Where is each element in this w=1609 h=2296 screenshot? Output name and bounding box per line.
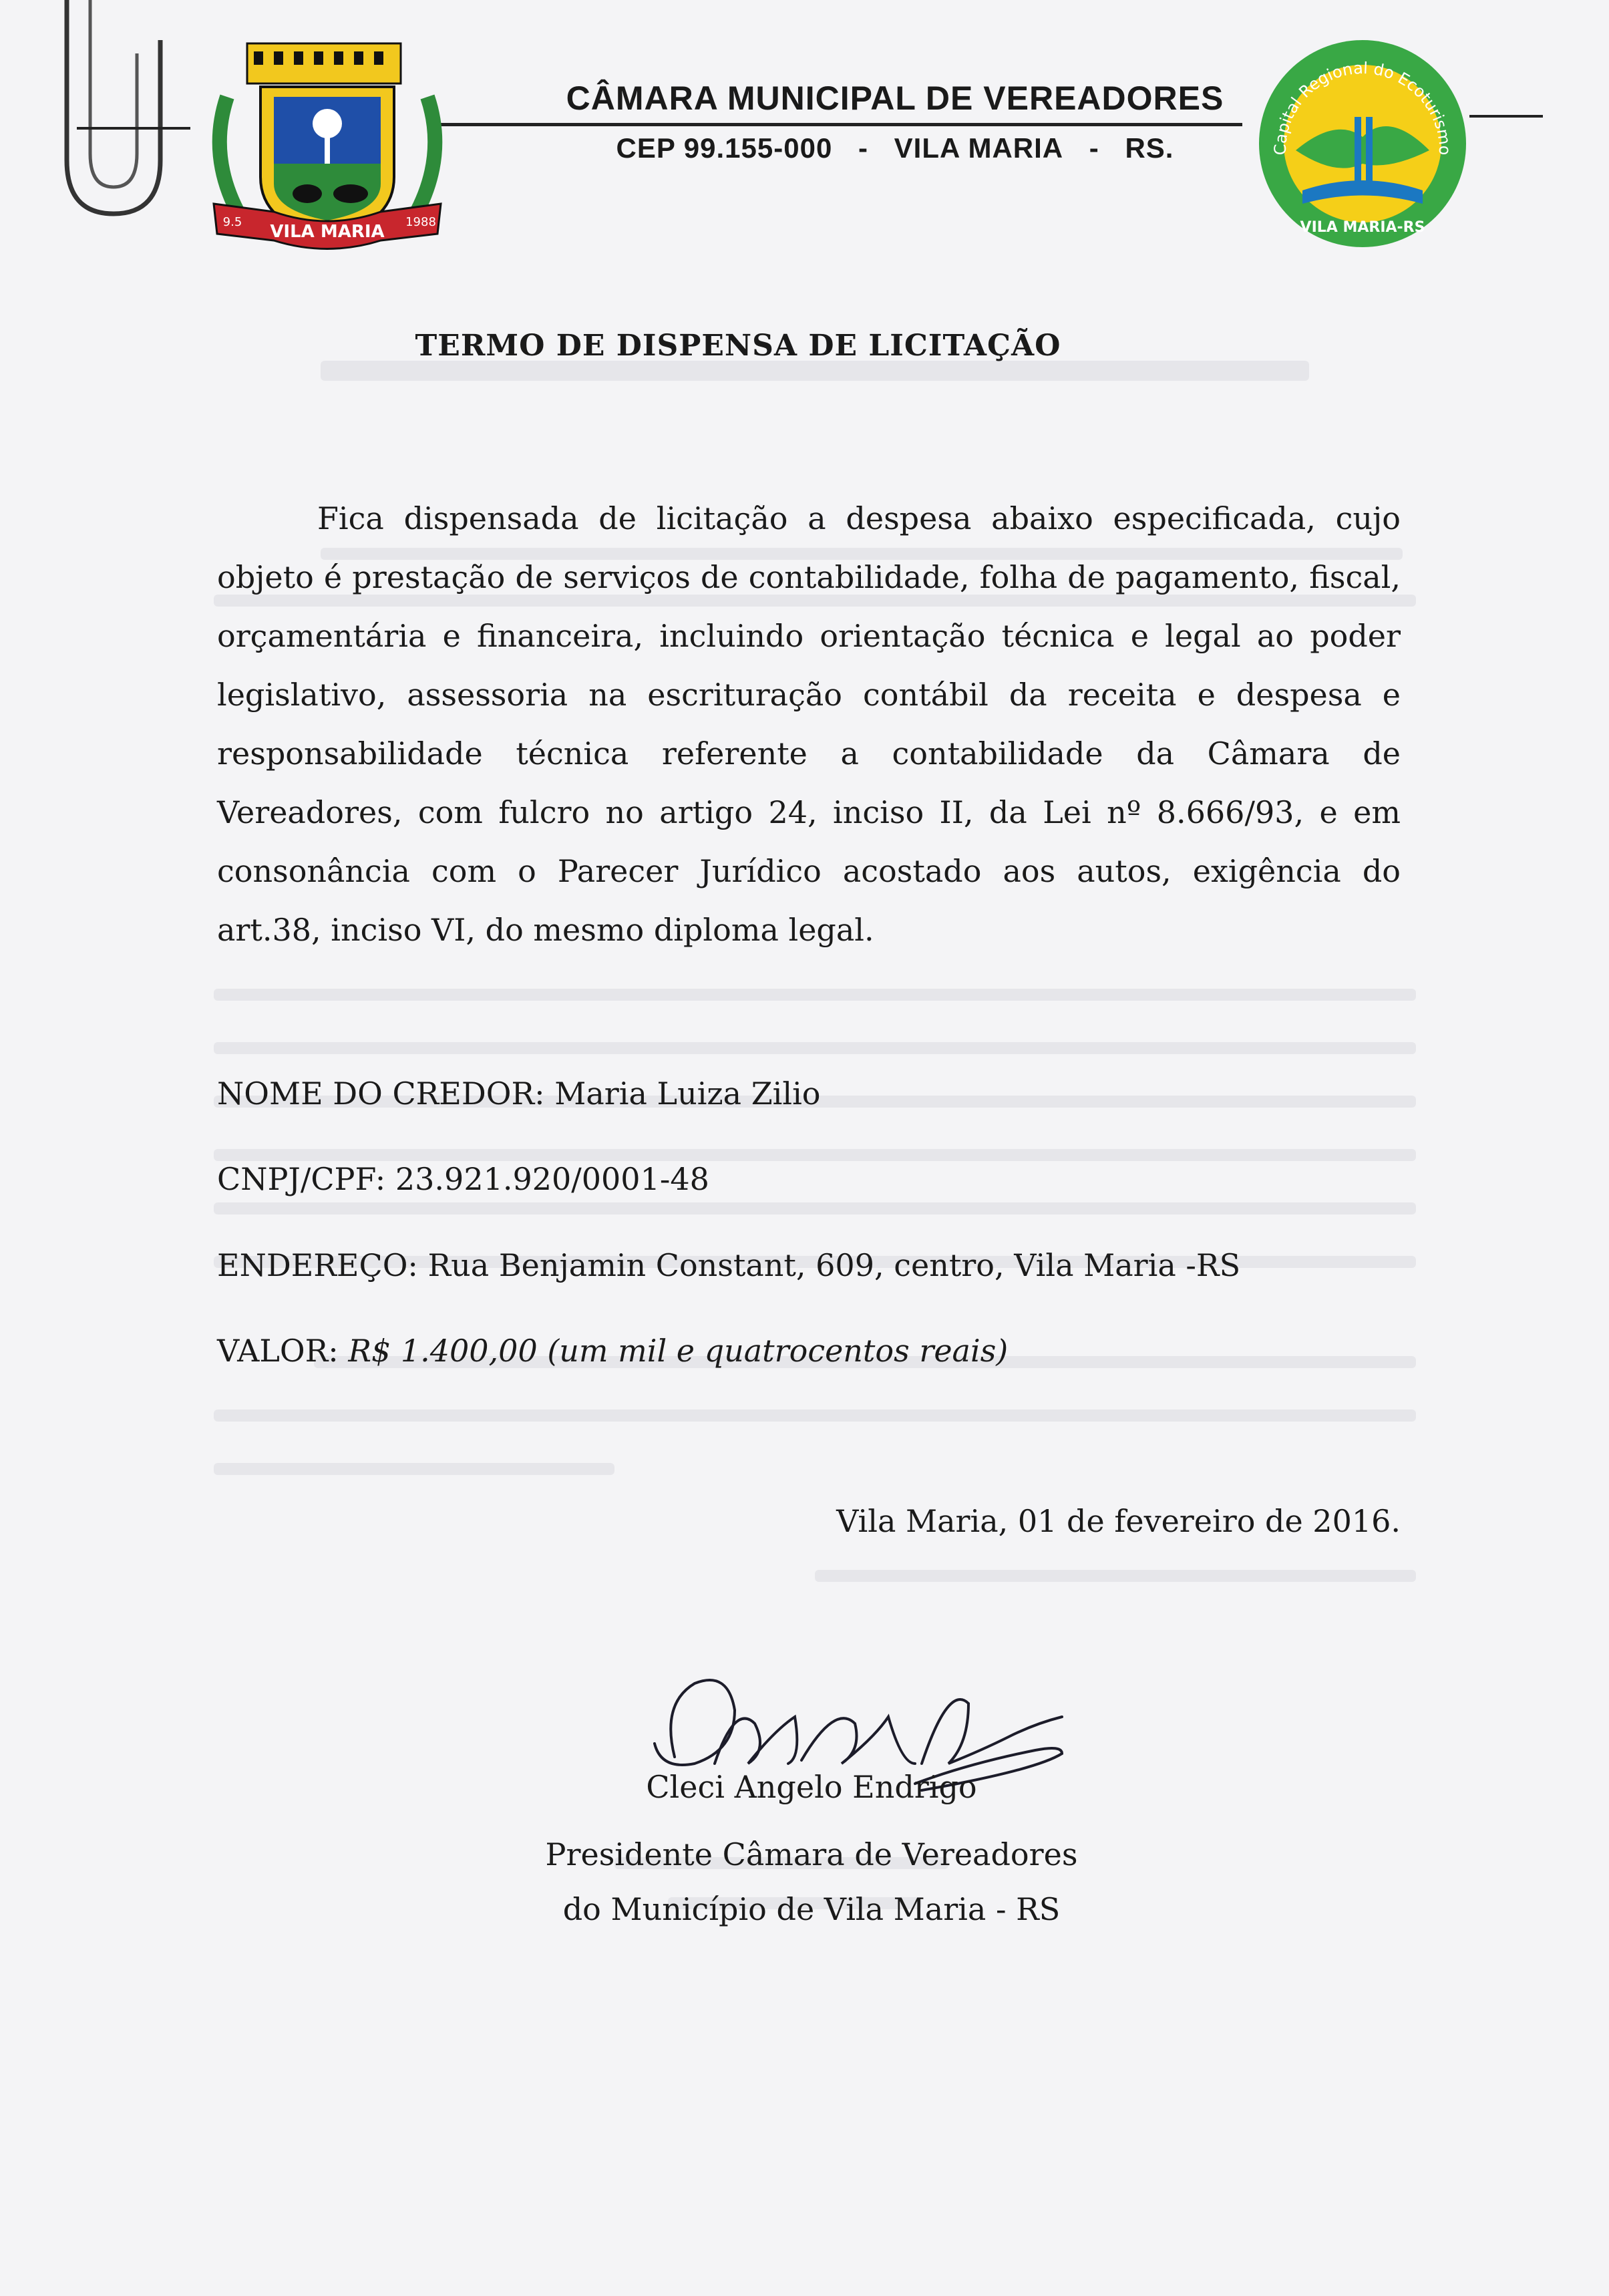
crest-banner-text: VILA MARIA — [270, 222, 385, 242]
eco-bottom-text: VILA MARIA-RS — [1300, 219, 1425, 236]
crest-left-date: 9.5 — [222, 215, 242, 229]
creditor-field — [217, 1076, 820, 1112]
value-amount: R$ 1.400,00 (um mil e quatrocentos reais) — [348, 1333, 1009, 1369]
paper-clip — [40, 0, 174, 220]
cnpj-field — [217, 1161, 709, 1197]
org-state: RS. — [1125, 132, 1174, 164]
address-label: ENDEREÇO: — [217, 1247, 418, 1283]
eco-arc-text: Capital Regional do Ecoturismo — [1270, 58, 1455, 156]
org-separator: - — [858, 132, 868, 164]
crest-right-date: 1988 — [405, 215, 436, 229]
creditor-value: Maria Luiza Zilio — [554, 1076, 821, 1112]
place-date: Vila Maria, 01 de fevereiro de 2016. — [836, 1503, 1401, 1539]
header-rule-right — [1469, 115, 1543, 118]
org-city: VILA MARIA — [894, 132, 1064, 164]
municipal-crest-logo — [200, 37, 454, 257]
value-field — [217, 1333, 1008, 1369]
org-separator-2: - — [1089, 132, 1099, 164]
creditor-label: NOME DO CREDOR: — [217, 1076, 545, 1112]
org-cep: CEP 99.155-000 — [616, 132, 833, 164]
address-value: Rua Benjamin Constant, 609, centro, Vila Maria -RS — [427, 1247, 1241, 1283]
document-title: TERMO DE DISPENSA DE LICITAÇÃO — [415, 329, 1061, 363]
signatory-name: Cleci Angelo Endrigo — [646, 1769, 977, 1805]
signatory-role — [468, 1827, 1155, 1937]
address-field — [217, 1247, 1240, 1283]
cnpj-label: CNPJ/CPF: — [217, 1161, 386, 1197]
value-label: VALOR: — [217, 1333, 339, 1369]
org-name: CÂMARA MUNICIPAL DE VEREADORES — [566, 79, 1224, 117]
signatory-role-line1: Presidente Câmara de Vereadores — [545, 1836, 1078, 1872]
header-rule-left — [77, 127, 190, 130]
header-rule-main — [441, 123, 1242, 126]
cnpj-value: 23.921.920/0001-48 — [395, 1161, 709, 1197]
signatory-role-line2: do Município de Vila Maria - RS — [562, 1891, 1061, 1927]
org-address — [468, 132, 1322, 164]
document-body: Fica dispensada de licitação a despesa abaixo especificada, cujo objeto é prestação de serviços de contabilidade, folha de pagamento, fiscal, orçamentária e financeira, incluindo orientação técnica e legal ao poder legislativo, assessoria na escrituração contábil da receita e despesa e responsabilidade técnica referente a contabilidade da Câmara de Vereadores, com fulcro no artigo 24, inciso II, da Lei nº 8.666/93, e em consonância com o Parecer Jurídico acostado aos autos, exigência do art.38, inciso VI, do mesmo diploma legal. — [217, 500, 1401, 948]
